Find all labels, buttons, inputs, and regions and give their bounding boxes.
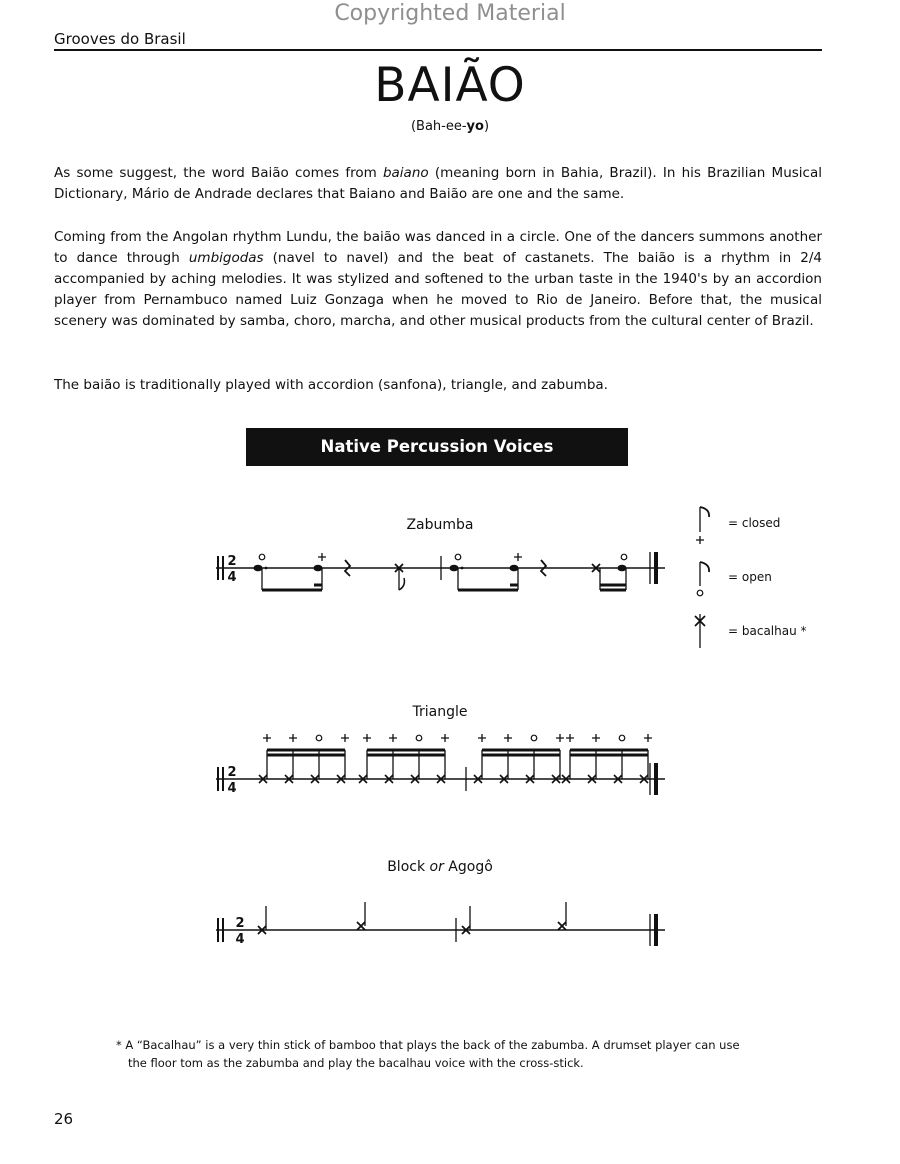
paragraph-text: Coming from the Angolan rhythm Lundu, the baião was danced in a circle. One of the dancers summons another to dance through <box>54 229 822 266</box>
pronunciation-stress: yo <box>466 119 484 134</box>
time-signature <box>227 554 236 585</box>
time-signature <box>235 916 244 947</box>
closed-mark-icon <box>263 734 271 742</box>
paragraph-text: (meaning born in Bahia, Brazil). In his Brazilian Musical Dictionary, Mário de Andrade declares that Baiano and Baião are one and the same. <box>54 165 822 202</box>
triangle-label: Triangle <box>412 704 468 720</box>
closed-mark-icon <box>441 734 449 742</box>
pronunciation-prefix: (Bah-ee- <box>410 119 467 134</box>
x-notehead-icon <box>357 922 365 930</box>
time-signature-top: 2 <box>227 554 237 569</box>
copyright-watermark: Copyrighted Material <box>334 1 566 26</box>
paragraph-text: As some suggest, the word Baião comes from <box>54 165 383 181</box>
block-agogo-staff <box>216 902 665 947</box>
paragraph-text: (navel to navel) and the beat of castanets. The baião is a rhythm in 2/4 accompanied by aching melodies. It was stylized and softened to the urban taste in the 1940's by an accordion player from Pernambuco named Luiz Gonzaga when he moved to Rio de Janeiro. Before that, the musical scenery was dominated by samba, choro, marcha, and other musical products from the cultural center of Brazil. <box>54 250 822 329</box>
open-mark-icon <box>316 735 322 741</box>
time-signature-top: 2 <box>235 916 245 931</box>
page-title: BAIÃO <box>374 58 526 113</box>
legend-open-symbol <box>697 562 709 596</box>
closed-mark-icon <box>644 734 652 742</box>
pronunciation-suffix: ) <box>483 119 490 134</box>
closed-mark-icon <box>318 553 326 561</box>
legend-bacalhau-label: = bacalhau * <box>728 624 807 638</box>
closed-mark-icon <box>696 536 704 544</box>
time-signature-bottom: 4 <box>227 781 237 796</box>
closed-mark-icon <box>478 734 486 742</box>
section-banner: Native Percussion Voices <box>246 428 628 466</box>
block-note-4 <box>558 902 566 930</box>
legend-bacalhau-symbol <box>695 614 705 648</box>
label-text: Agogô <box>443 859 493 875</box>
legend-closed-symbol <box>696 507 709 544</box>
x-notehead-icon <box>558 922 566 930</box>
triangle-staff <box>216 734 665 796</box>
zabumba-sixteenth-pair <box>592 554 627 590</box>
legend-open-label: = open <box>728 570 772 584</box>
closed-mark-icon <box>504 734 512 742</box>
open-mark-icon <box>416 735 422 741</box>
legend-closed-label: = closed <box>728 516 781 530</box>
label-text: Block <box>387 859 430 875</box>
closed-mark-icon <box>341 734 349 742</box>
zabumba-label: Zabumba <box>406 517 474 533</box>
page-number: 26 <box>54 1110 74 1128</box>
open-mark-icon <box>697 590 703 596</box>
running-head: Grooves do Brasil <box>54 30 186 48</box>
zabumba-staff <box>216 552 665 590</box>
zabumba-note-1 <box>254 554 268 590</box>
open-mark-icon <box>619 735 625 741</box>
paragraph-italic: baiano <box>382 165 429 181</box>
time-signature <box>227 765 236 796</box>
time-signature-bottom: 4 <box>227 570 237 585</box>
time-signature-top: 2 <box>227 765 237 780</box>
triangle-notes <box>259 734 652 783</box>
closed-mark-icon <box>592 734 600 742</box>
closed-mark-icon <box>389 734 397 742</box>
zabumba-note-3 <box>450 554 464 590</box>
paragraph-italic: umbigodas <box>188 250 264 266</box>
footnote-line-2: the floor tom as the zabumba and play the bacalhau voice with the cross-stick. <box>128 1056 584 1070</box>
paragraph-instrumentation: The baião is traditionally played with accordion (sanfona), triangle, and zabumba. <box>54 377 608 393</box>
closed-mark-icon <box>363 734 371 742</box>
closed-mark-icon <box>566 734 574 742</box>
time-signature-bottom: 4 <box>235 932 245 947</box>
label-italic: or <box>429 859 444 875</box>
footnote-line-1: * A “Bacalhau” is a very thin stick of bamboo that plays the back of the zabumba. A drumset player can use <box>116 1038 740 1052</box>
block-note-2 <box>357 902 365 930</box>
closed-mark-icon <box>556 734 564 742</box>
open-mark-icon <box>531 735 537 741</box>
closed-mark-icon <box>514 553 522 561</box>
closed-mark-icon <box>289 734 297 742</box>
